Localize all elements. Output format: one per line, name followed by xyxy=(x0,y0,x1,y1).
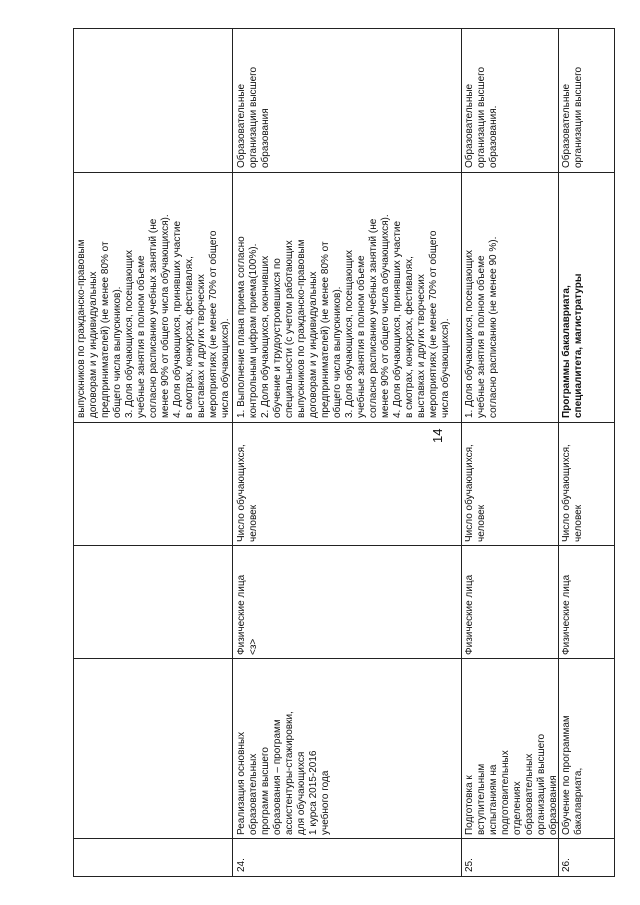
table-line xyxy=(232,28,233,877)
row-number: 25. xyxy=(464,858,475,872)
indicator-cell: Число обучающихся, человек xyxy=(236,444,259,542)
table-line xyxy=(73,545,614,546)
page-number: 14 xyxy=(430,428,445,443)
row-number: 24. xyxy=(236,858,247,872)
table-line xyxy=(461,28,462,877)
criteria-cell: выпускников по гражданско-правовым договорам и у индивидуальных предпринимателей) (не менее 80% от общего числа выпускников). 3. Доля обучающихся, посещающих учебные занятия в полном объеме согласно расписанию учебных занятий (не менее 90% от общего числа обучающихся). 4. Доля обучающихся, принявших участие в смотрах, конкурсах, фестивалях, выставках и других творческих мероприятиях (не менее 70% от общего числа обучающихся). xyxy=(76,214,231,418)
consumer-category-cell: Физические лица xyxy=(561,574,572,655)
indicator-cell: Число обучающихся, человек xyxy=(464,444,487,542)
providers-cell: Образовательные организации высшего образования xyxy=(236,66,271,168)
consumer-category-cell: Физические лица <з> xyxy=(236,574,259,655)
providers-cell: Образовательные организации высшего xyxy=(561,66,584,168)
criteria-cell: 1. Выполнение плана приема согласно контрольным цифрам приема(100%). 2. Доля обучающихся, окончивших обучение и трудоустроившихся по специальности (с учетом работающих выпускников по гражданско-правовым договорам и у индивидуальных предпринимателей) (не менее 80% от общего числа выпускников). 3. Доля обучающихся, посещающих учебные занятия в полном объеме согласно расписанию учебных занятий (не менее 90% от общего числа обучающихся). 4. Доля обучающихся, принявших участие в смотрах, конкурсах, фестивалях, выставках и других творческих мероприятиях (не менее 70% от общего числа обучающихся). xyxy=(236,214,451,418)
service-name-cell: Реализация основных образовательных программ высшего образования – программ ассистентуры-стажировки, для обучающихся 1 курса 2015-2016 учебного года xyxy=(236,711,331,835)
service-name-cell: Обучение по программам бакалавриата, xyxy=(561,715,584,835)
table-line xyxy=(73,876,614,877)
consumer-category-cell: Физические лица xyxy=(464,574,475,655)
providers-cell: Образовательные организации высшего образования. xyxy=(464,66,499,168)
criteria-cell: 1. Доля обучающихся, посещающих учебные занятия в полном объеме согласно расписанию (не менее 90 %). xyxy=(464,236,499,418)
row-number: 26. xyxy=(561,858,572,872)
table-line xyxy=(73,838,614,839)
table-line xyxy=(73,422,614,423)
table-line xyxy=(73,28,74,877)
table-line xyxy=(614,28,615,877)
program-heading: Программы бакалавриата, специалитета, магистратуры xyxy=(561,273,584,418)
table-line xyxy=(73,658,614,659)
indicator-cell: Число обучающихся, человек xyxy=(561,444,584,542)
service-name-cell: Подготовка к вступительным испытаниям на подготовительных отделениях образовательных организаций высшего образования xyxy=(464,733,559,835)
table-line xyxy=(73,172,614,173)
table-line xyxy=(73,28,614,29)
